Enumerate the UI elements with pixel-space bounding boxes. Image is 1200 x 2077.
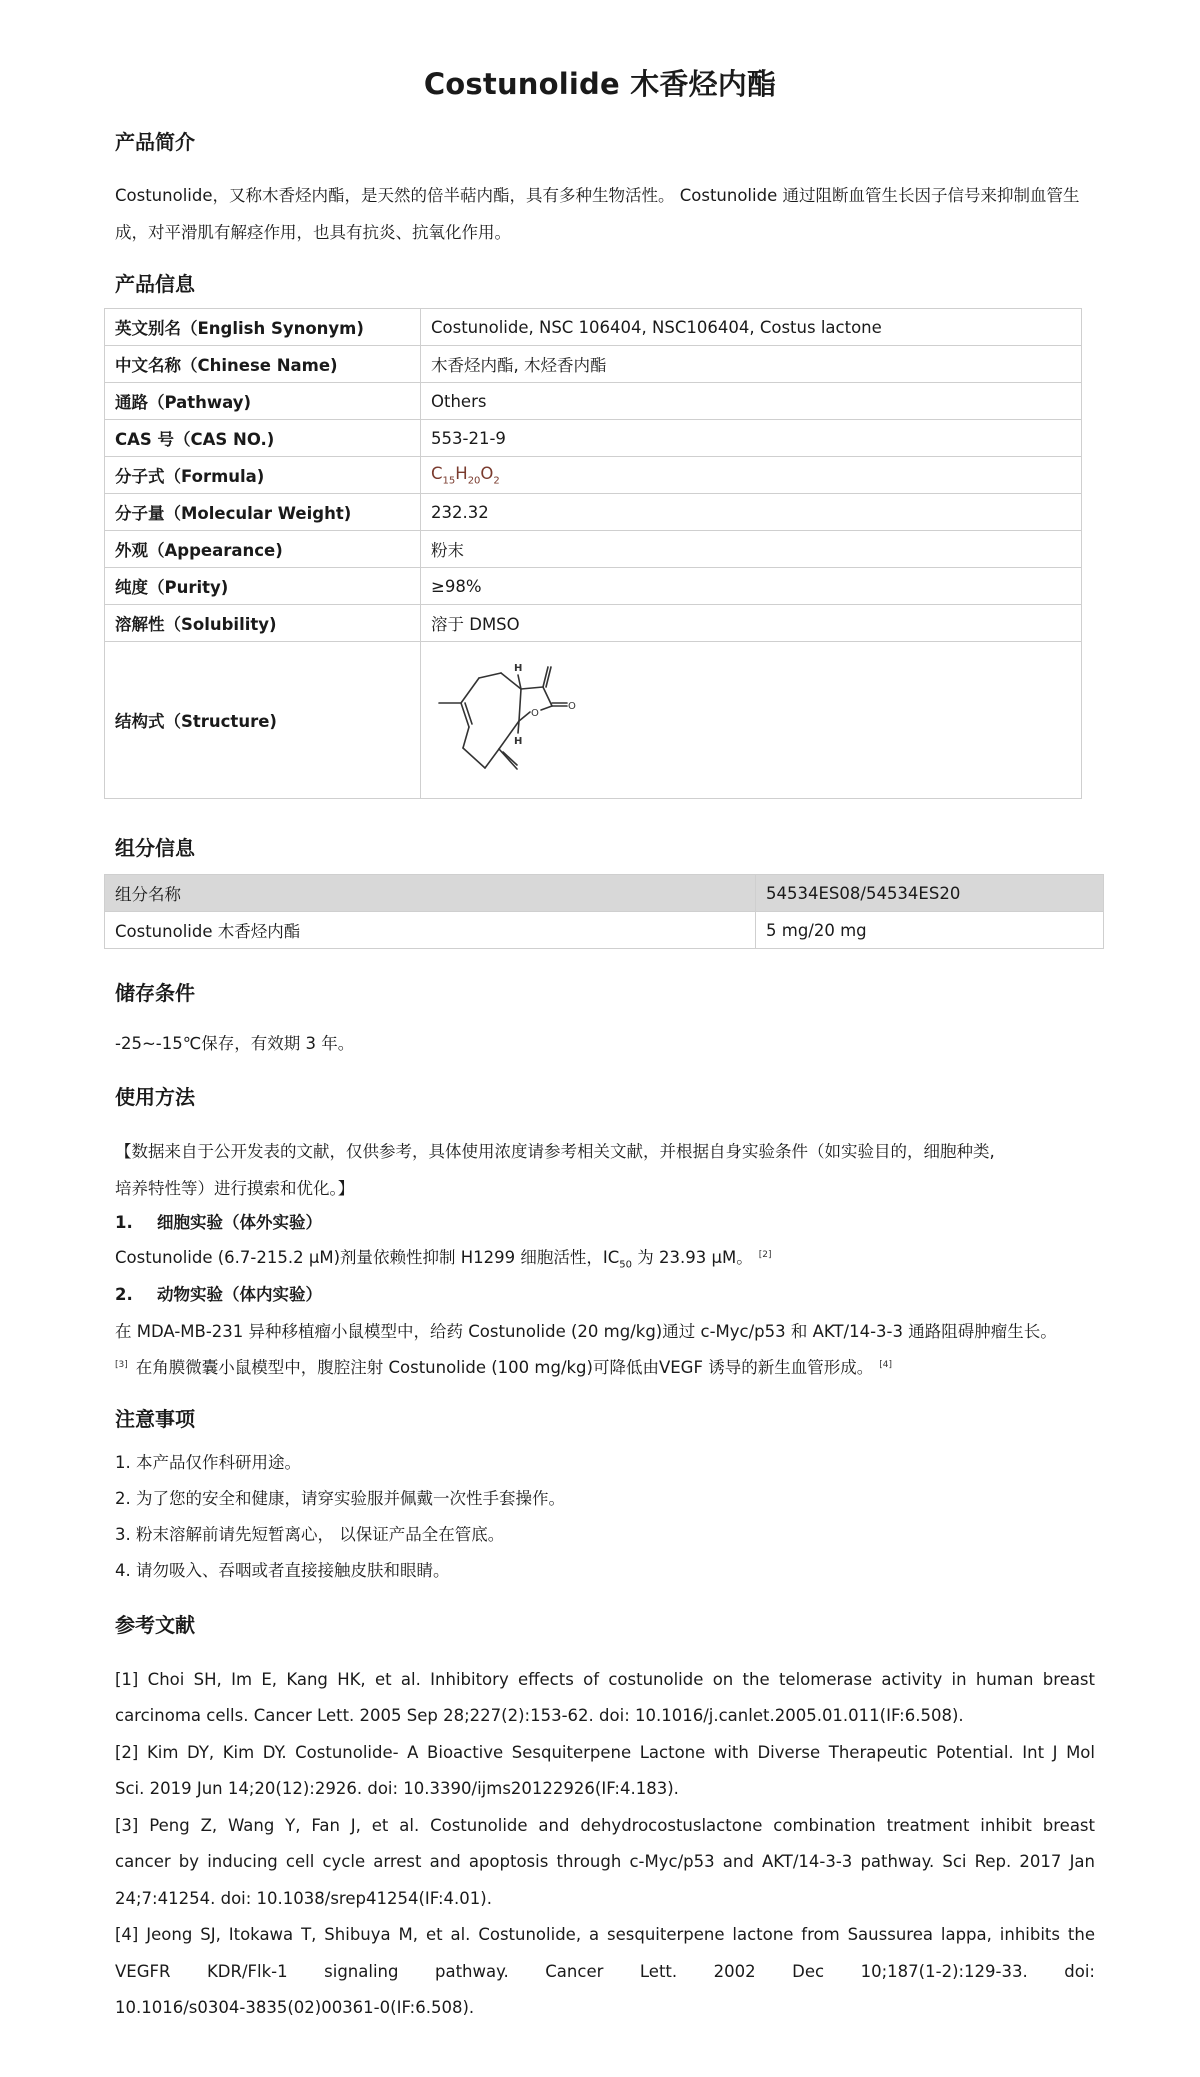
usage-note-line2: 培养特性等）进行摸索和优化。】 (115, 1179, 355, 1198)
components-header-row (105, 875, 1104, 912)
info-value: 553-21-9 (421, 420, 1082, 457)
page-title: Costunolide 木香烃内酯 (423, 67, 777, 101)
info-value: 粉末 (421, 531, 1082, 568)
cell-experiment-number: 1. (115, 1213, 133, 1232)
note-item: 2. 为了您的安全和健康，请穿实验服并佩戴一次性手套操作。 (115, 1489, 565, 1508)
formula-c: C (431, 463, 443, 483)
reference-4-line1: [4] Jeong SJ, Itokawa T, Shibuya M, et al. Costunolide, a sesquiterpene lactone from Saussurea lappa, inhibits the (115, 1925, 1095, 1944)
animal-text: 在角膜微囊小鼠模型中，腹腔注射 Costunolide (100 mg/kg)可降低由VEGF 诱导的新生血管形成。 (135, 1358, 874, 1377)
info-key: 纯度（Purity) (105, 568, 421, 605)
reference-2-line1: [2] Kim DY, Kim DY. Costunolide- A Bioactive Sesquiterpene Lactone with Diverse Therapeutic Potential. Int J Mol (115, 1743, 1095, 1762)
info-value: 232.32 (421, 494, 1082, 531)
reference-4-line2: VEGFR KDR/Flk-1 signaling pathway. Cancer Lett. 2002 Dec 10;187(1-2):129-33. doi: (115, 1962, 1095, 1981)
citation-ref: [2] (758, 1249, 772, 1260)
note-item: 3. 粉末溶解前请先短暂离心， 以保证产品全在管底。 (115, 1525, 505, 1544)
reference-3-line1: [3] Peng Z, Wang Y, Fan J, et al. Costunolide and dehydrocostuslactone combination treatment inhibit breast (115, 1816, 1095, 1835)
formula-o-count: 2 (493, 475, 500, 487)
info-heading: 产品信息 (115, 272, 195, 296)
citation-ref: [4] (879, 1359, 892, 1370)
info-key: CAS 号（CAS NO.) (105, 420, 421, 457)
info-value: ≥98% (421, 568, 1082, 605)
info-row (105, 605, 1082, 642)
formula-c-count: 15 (442, 475, 456, 487)
reference-3-line2: cancer by inducing cell cycle arrest and apoptosis through c-Myc/p53 and AKT/14-3-3 pathway. Sci Rep. 2017 Jan (115, 1852, 1095, 1871)
info-row (105, 568, 1082, 605)
note-item: 1. 本产品仅作科研用途。 (115, 1453, 301, 1472)
table-row (105, 912, 1104, 949)
info-key: 外观（Appearance) (105, 531, 421, 568)
info-value: 木香烃内酯, 木烃香内酯 (421, 346, 1082, 383)
component-name: Costunolide 木香烃内酯 (105, 912, 756, 949)
formula-h-count: 20 (467, 475, 481, 487)
components-header-catalog: 54534ES08/54534ES20 (756, 875, 1104, 912)
storage-text: -25~-15℃保存，有效期 3 年。 (115, 1034, 355, 1053)
structure-o-carbonyl: O (568, 701, 576, 712)
usage-heading: 使用方法 (115, 1085, 195, 1109)
info-key: 英文别名（English Synonym) (105, 309, 421, 346)
intro-text: Costunolide，又称木香烃内酯，是天然的倍半萜内酯，具有多种生物活性。 Costunolide 通过阻断血管生长因子信号来抑制血管生成，对平滑肌有解痉作用，也具有抗炎、抗氧化作用。 (115, 186, 1080, 242)
formula-o: O (480, 463, 494, 483)
citation-ref: [3] (115, 1359, 128, 1370)
info-row (105, 494, 1082, 531)
info-value: 溶于 DMSO (421, 605, 1082, 642)
components-heading: 组分信息 (115, 836, 195, 860)
info-key: 溶解性（Solubility) (105, 605, 421, 642)
animal-experiment-number: 2. (115, 1285, 133, 1304)
note-item: 4. 请勿吸入、吞咽或者直接接触皮肤和眼睛。 (115, 1561, 450, 1580)
structure-h-bottom: H (514, 736, 523, 747)
info-key: 分子式（Formula) (105, 457, 421, 494)
info-row (105, 531, 1082, 568)
info-row (105, 457, 1082, 494)
animal-experiment-line2 (115, 1354, 892, 1378)
component-amount: 5 mg/20 mg (756, 912, 1104, 949)
info-value: Costunolide, NSC 106404, NSC106404, Costus lactone (421, 309, 1082, 346)
usage-note-line1: 【数据来自于公开发表的文献，仅供参考，具体使用浓度请参考相关文献，并根据自身实验条件（如实验目的，细胞种类, (115, 1142, 995, 1161)
cell-text-part-a: Costunolide (6.7-215.2 μM)剂量依赖性抑制 H1299 细胞活性，IC (115, 1248, 620, 1267)
cell-experiment-title (115, 1209, 322, 1233)
notes-heading: 注意事项 (115, 1407, 195, 1431)
animal-experiment-title (115, 1281, 322, 1305)
cell-text-part-b: 为 23.93 μM。 (632, 1248, 753, 1267)
product-info-table (104, 308, 1082, 799)
animal-experiment-line1: 在 MDA-MB-231 异种移植瘤小鼠模型中，给药 Costunolide (20 mg/kg)通过 c-Myc/p53 和 AKT/14-3-3 通路阻碍肿瘤生长。 (115, 1322, 1057, 1341)
animal-experiment-label: 动物实验（体内实验） (157, 1285, 322, 1304)
cell-experiment-label: 细胞实验（体外实验） (157, 1213, 322, 1232)
formula-h: H (455, 463, 468, 483)
info-row (105, 642, 1082, 799)
storage-heading: 储存条件 (115, 981, 195, 1005)
reference-1-line2: carcinoma cells. Cancer Lett. 2005 Sep 28;227(2):153-62. doi: 10.1016/j.canlet.2005.01.011(IF:6.508). (115, 1706, 964, 1725)
reference-1-line1: [1] Choi SH, Im E, Kang HK, et al. Inhibitory effects of costunolide on the telomerase activity in human breast (115, 1670, 1095, 1689)
components-header-name: 组分名称 (105, 875, 756, 912)
reference-4-line3: 10.1016/s0304-3835(02)00361-0(IF:6.508). (115, 1998, 475, 2017)
ic50-subscript: 50 (619, 1259, 633, 1271)
info-key: 分子量（Molecular Weight) (105, 494, 421, 531)
structure-diagram (421, 645, 621, 795)
info-row (105, 383, 1082, 420)
reference-3-line3: 24;7:41254. doi: 10.1038/srep41254(IF:4.01). (115, 1889, 492, 1908)
structure-h-top: H (514, 663, 523, 674)
info-key: 通路（Pathway) (105, 383, 421, 420)
info-row (105, 420, 1082, 457)
info-row (105, 309, 1082, 346)
info-row (105, 346, 1082, 383)
cell-experiment-text (115, 1244, 772, 1270)
components-table (104, 874, 1104, 949)
info-key: 结构式（Structure) (105, 642, 421, 799)
info-key: 中文名称（Chinese Name) (105, 346, 421, 383)
info-value: Others (421, 383, 1082, 420)
structure-cell (421, 642, 1082, 799)
structure-o-ring: O (531, 708, 539, 719)
intro-heading: 产品简介 (115, 130, 195, 154)
reference-2-line2: Sci. 2019 Jun 14;20(12):2926. doi: 10.3390/ijms20122926(IF:4.183). (115, 1779, 679, 1798)
references-heading: 参考文献 (115, 1613, 195, 1637)
molecular-formula (421, 457, 1082, 494)
